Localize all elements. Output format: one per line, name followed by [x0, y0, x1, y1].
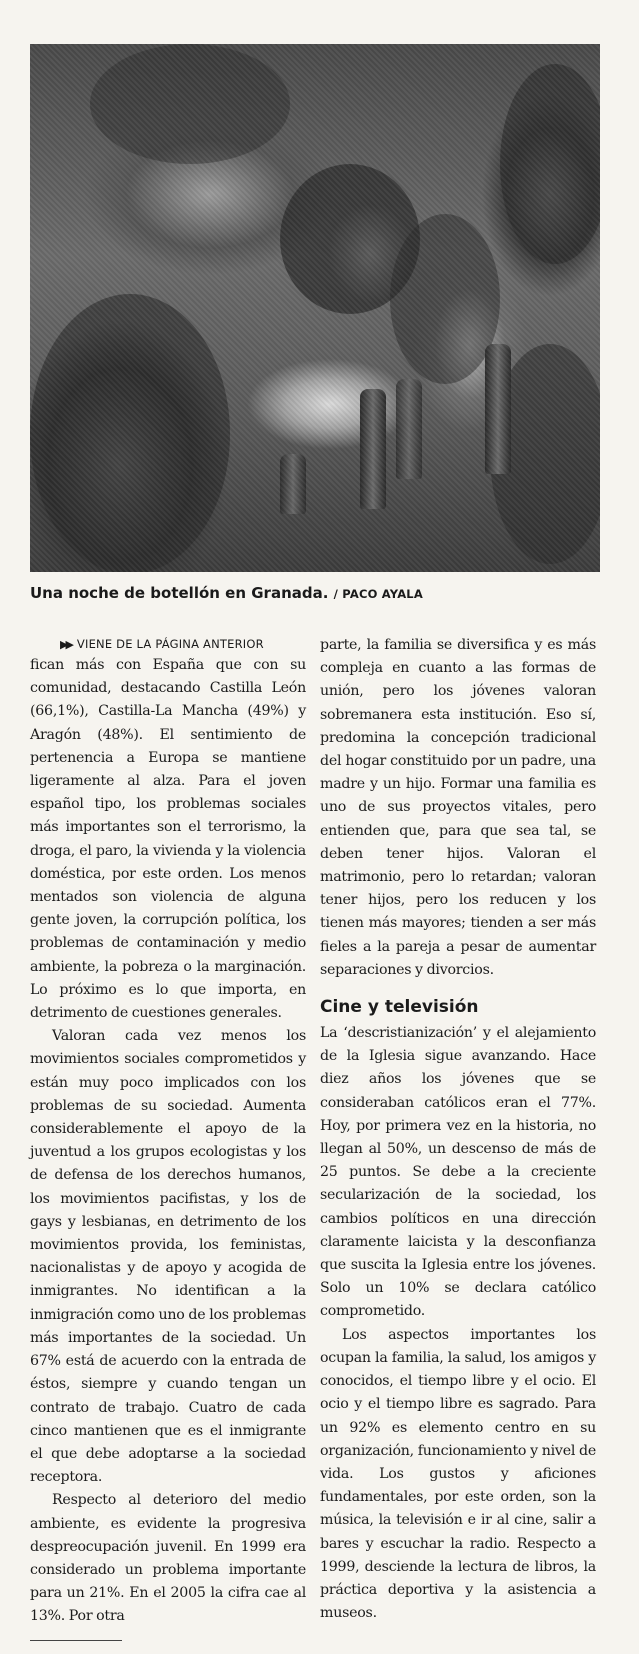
right-column: [320, 634, 596, 1625]
footer-rule: [30, 1640, 122, 1641]
photo-caption: [30, 584, 600, 602]
kicker-text: VIENE DE LA PÁGINA ANTERIOR: [76, 637, 264, 651]
left-column: [30, 634, 306, 1629]
photo-credit: / PACO AYALA: [333, 587, 423, 601]
section-subhead: Cine y televisión: [320, 997, 479, 1018]
article-paragraph: parte, la familia se diversiﬁca y es más compleja en cuanto a las formas de unión, pero los jóvenes valoran sobremanera esta institución. Eso sí, predomina la concepción tradicional del hogar constituido por un padre, una madre y un hijo. Formar una familia es uno de sus proyectos vitales, pero entienden que, para que sea tal, se deben tener hijos. Valoran el matrimonio, pero lo retardan; valoran tener hijos, pero los reducen y los tienen más mayores; tienden a ser más ﬁeles a la pareja a pesar de aumentar separaciones y divorcios.: [320, 637, 596, 978]
news-photo: [30, 44, 600, 572]
article-paragraph: La ‘descristianización’ y el alejamiento de la Iglesia sigue avanzando. Hace diez años los jóvenes que se consideraban católicos eran el 77%. Hoy, por primera vez en la historia, no llegan al 50%, un descenso de más de 25 puntos. Se debe a la creciente secularización de la sociedad, los cambios políticos en una dirección claramente laicista y la desconﬁanza que suscita la Iglesia entre los jóvenes. Solo un 10% se declara católico comprometido.: [320, 1025, 596, 1320]
article-paragraph: ﬁcan más con España que con su comunidad, destacando Castilla León (66,1%), Castilla-La Mancha (49%) y Aragón (48%). El sentimiento de pertenencia a Europa se mantiene ligeramente al alza. Para el joven español tipo, los problemas sociales más importantes son el terrorismo, la droga, el paro, la vivienda y la violencia doméstica, por este orden. Los menos mentados son violencia de alguna gente joven, la corrupción política, los problemas de contaminación y medio ambiente, la pobreza o la marginación. Lo próximo es lo que importa, en detrimento de cuestiones generales.: [30, 657, 306, 1022]
double-arrow-icon: ▶▶: [60, 637, 71, 651]
article-paragraph: Los aspectos importantes los ocupan la familia, la salud, los amigos y conocidos, el tiempo libre y el ocio. El ocio y el tiempo libre es sagrado. Para un 92% es elemento centro en su organización, funcionamiento y nivel de vida. Los gustos y aﬁciones fundamentales, por este orden, son la música, la televisión e ir al cine, salir a bares y escuchar la radio. Respecto a 1999, desciende la lectura de libros, la práctica deportiva y la asistencia a museos.: [320, 1326, 596, 1622]
caption-text: Una noche de botellón en Granada.: [30, 584, 329, 602]
continuation-kicker: [60, 634, 306, 654]
article-paragraph: Respecto al deterioro del medio ambiente, es evidente la progresiva despreocupación juvenil. En 1999 era considerado un problema importante para un 21%. En el 2005 la cifra cae al 13%. Por otra: [30, 1492, 306, 1625]
article-paragraph: Valoran cada vez menos los movimientos sociales comprometidos y están muy poco implicados con los problemas de su sociedad. Aumenta considerablemente el apoyo de la juventud a los grupos ecologistas y los de defensa de los derechos humanos, los movimientos paciﬁstas, y los de gays y lesbianas, en detrimento de los movimientos provida, los feministas, nacionalistas y de apoyo y acogida de inmigrantes. No identiﬁcan a la inmigración como uno de los problemas más importantes de la sociedad. Un 67% está de acuerdo con la entrada de éstos, siempre y cuando tengan un contrato de trabajo. Cuatro de cada cinco mantienen que es el inmigrante el que debe adoptarse a la sociedad receptora.: [30, 1028, 306, 1486]
